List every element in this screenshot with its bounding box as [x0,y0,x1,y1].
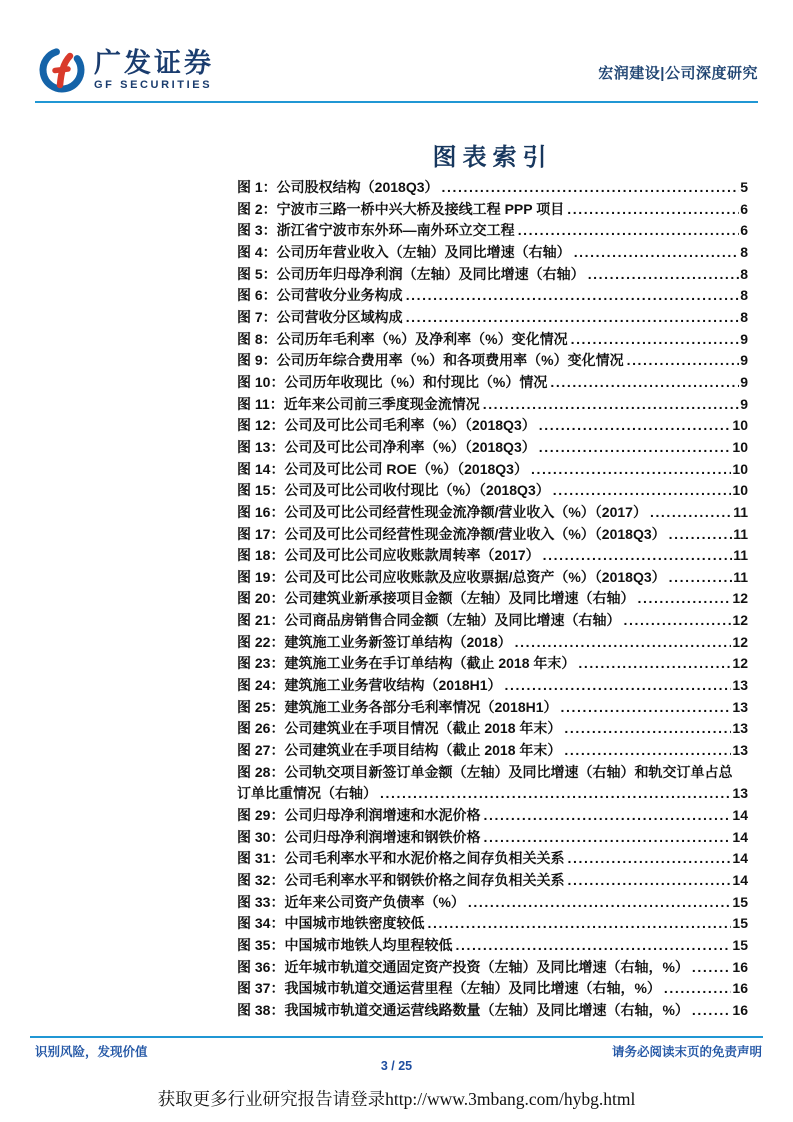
toc-page-number: 14 [732,807,748,824]
toc-entry-label: 图 31：公司毛利率水平和水泥价格之间存负相关关系 [237,850,565,867]
toc-dot-leader [518,220,740,242]
toc-dot-leader [567,870,731,892]
toc-entry-label: 图 12：公司及可比公司毛利率（%）（2018Q3） [237,417,536,434]
toc-entry-label: 图 16：公司及可比公司经营性现金流净额/营业收入（%）（2017） [237,503,647,520]
toc-page-number: 8 [740,243,748,260]
toc-page-number: 13 [732,720,748,737]
toc-dot-leader [531,459,731,481]
toc-entry-label: 图 7：公司营收分区域构成 [237,308,403,325]
toc-page-number: 13 [732,742,748,759]
toc-dot-leader [553,480,732,502]
toc-page-number: 9 [740,373,748,390]
toc-page-number: 13 [732,698,748,715]
brand-text [94,49,214,92]
promo-url[interactable]: 获取更多行业研究报告请登录http://www.3mbang.com/hybg.html [157,1089,636,1109]
toc-entry[interactable] [237,740,748,762]
toc-entry[interactable] [237,697,748,719]
toc-dot-leader [564,718,731,740]
footer-slogan: 识别风险，发现价值 [35,1045,148,1059]
toc-entry[interactable] [237,567,748,589]
toc-page-number: 15 [732,936,748,953]
toc-entry[interactable] [237,199,748,221]
toc-page-number: 10 [732,482,748,499]
toc-entry-label: 图 38：我国城市轨道交通运营线路数量（左轴）及同比增速（右轴，%） [237,1001,689,1018]
toc-page-number: 6 [740,200,748,217]
toc-entry[interactable] [237,307,748,329]
toc-entry[interactable] [237,848,748,870]
toc-entry[interactable] [237,913,748,935]
toc-page-number: 11 [733,568,748,585]
toc-entry-label: 图 10：公司历年收现比（%）和付现比（%）情况 [237,373,548,390]
footer-disclaimer: 请务必阅读末页的免责声明 [611,1045,762,1059]
toc-entry[interactable] [237,718,748,740]
toc-entry[interactable] [237,632,748,654]
toc-entry-label: 图 24：建筑施工业务营收结构（2018H1） [237,677,502,694]
toc-page-number: 15 [732,893,748,910]
toc-dot-leader [564,740,731,762]
toc-entry-label: 图 8：公司历年毛利率（%）及净利率（%）变化情况 [237,330,568,347]
toc-entry[interactable] [237,827,748,849]
page-title: 图表索引 [432,145,553,171]
toc-dot-leader [571,329,740,351]
toc-dot-leader [406,285,740,307]
toc-entry-label: 图 36：近年城市轨道交通固定资产投资（左轴）及同比增速（右轴，%） [237,958,689,975]
toc-dot-leader [406,307,740,329]
toc-entry-label: 图 17：公司及可比公司经营性现金流净额/营业收入（%）（2018Q3） [237,525,666,542]
header-divider [35,101,758,103]
toc-page-number: 11 [733,547,748,564]
toc-dot-leader [505,675,732,697]
toc-page-number: 5 [740,179,748,195]
toc-page-number: 13 [732,785,748,802]
toc-dot-leader [483,394,740,416]
toc-dot-leader [664,978,732,1000]
toc-entry-label: 图 37：我国城市轨道交通运营里程（左轴）及同比增速（右轴，%） [237,980,661,997]
toc-entry-label: 图 23：建筑施工业务在手订单结构（截止 2018 年末） [237,655,576,672]
toc-entry[interactable] [237,415,748,437]
toc-dot-leader [588,264,740,286]
toc-page-number: 12 [732,612,748,629]
toc-entry[interactable] [237,610,748,632]
toc-entry-label: 图 13：公司及可比公司净利率（%）（2018Q3） [237,438,536,455]
toc-dot-leader [574,242,740,264]
toc-page-number: 14 [732,828,748,845]
toc-dot-leader [455,935,731,957]
toc-dot-leader [539,437,732,459]
toc-entry-label: 图 9：公司历年综合费用率（%）和各项费用率（%）变化情况 [237,352,624,369]
report-type-label: 宏润建设|公司深度研究 [598,65,758,82]
toc-dot-leader [650,502,732,524]
toc-entry[interactable] [237,350,748,372]
toc-dot-leader [380,783,731,805]
toc-entry-label: 图 3：浙江省宁波市东外环—南外环立交工程 [237,222,515,239]
toc-entry[interactable] [237,242,748,264]
toc-entry[interactable] [237,437,748,459]
toc-entry-label: 图 30：公司归母净利润增速和钢铁价格 [237,828,481,845]
brand-logo [38,46,214,94]
toc-page-number: 16 [732,980,748,997]
toc-entry-label: 图 32：公司毛利率水平和钢铁价格之间存负相关关系 [237,872,565,888]
toc-entry-label: 图 28：公司轨交项目新签订单金额（左轴）及同比增速（右轴）和轨交订单占总 [237,763,733,780]
toc-page-number: 10 [732,460,748,477]
toc-entry[interactable] [237,459,748,481]
toc-page-number: 13 [732,677,748,694]
toc-page-number: 11 [733,503,748,520]
toc-entry-label: 图 18：公司及可比公司应收账款周转率（2017） [237,547,540,564]
toc-entry-label: 图 19：公司及可比公司应收账款及应收票据/总资产（%）（2018Q3） [237,568,666,585]
toc-entry[interactable] [237,675,748,697]
toc-entry-label: 图 25：建筑施工业务各部分毛利率情况（2018H1） [237,698,558,715]
toc-dot-leader [623,610,731,632]
toc-entry-label: 图 11：近年来公司前三季度现金流情况 [237,395,480,412]
toc-entry[interactable] [237,653,748,675]
toc-page-number: 9 [740,395,748,412]
toc-page-number: 16 [732,958,748,975]
toc-dot-leader [669,567,733,589]
toc-page-number: 8 [740,265,748,282]
toc-entry[interactable] [237,783,748,805]
toc-dot-leader [627,350,740,372]
toc-entry[interactable] [237,285,748,307]
toc-entry[interactable] [237,394,748,416]
toc-entry-label: 图 21：公司商品房销售合同金额（左轴）及同比增速（右轴） [237,612,621,629]
toc-dot-leader [427,913,731,935]
toc-entry-label: 图 20：公司建筑业新承接项目金额（左轴）及同比增速（右轴） [237,590,635,607]
toc-entry-label: 图 29：公司归母净利润增速和水泥价格 [237,807,481,824]
toc-entry-label: 图 5：公司历年归母净利润（左轴）及同比增速（右轴） [237,265,585,282]
toc-entry[interactable] [237,264,748,286]
toc-entry-label: 图 14：公司及可比公司 ROE（%）（2018Q3） [237,460,528,477]
toc-page-number: 12 [732,590,748,607]
toc-entry-label: 图 6：公司营收分业务构成 [237,287,403,304]
toc-list [237,177,748,1022]
toc-page-number: 14 [732,872,748,888]
toc-dot-leader [483,805,731,827]
toc-entry[interactable] [237,177,748,199]
toc-page-number: 6 [740,222,748,239]
toc-page-number: 8 [740,308,748,325]
toc-dot-leader [442,177,740,199]
toc-page-number: 15 [732,915,748,932]
toc-entry[interactable] [237,545,748,567]
toc-page-number: 8 [740,287,748,304]
toc-entry-label: 图 4：公司历年营业收入（左轴）及同比增速（右轴） [237,243,571,260]
toc-entry[interactable] [237,220,748,242]
toc-dot-leader [539,415,732,437]
toc-page-number: 12 [732,633,748,650]
toc-entry[interactable] [237,1000,748,1022]
toc-entry[interactable] [237,480,748,502]
gf-securities-logo-icon [38,46,86,94]
footer-divider [30,1036,763,1038]
toc-entry[interactable] [237,805,748,827]
toc-dot-leader [669,524,733,546]
toc-dot-leader [550,372,739,394]
toc-entry-label: 订单比重情况（右轴） [237,785,377,802]
toc-entry-label: 图 26：公司建筑业在手项目情况（截止 2018 年末） [237,720,562,737]
toc-entry[interactable] [237,957,748,979]
toc-dot-leader [515,632,732,654]
toc-dot-leader [692,957,732,979]
toc-entry-label: 图 1：公司股权结构（2018Q3） [237,179,439,195]
toc-page-number: 10 [732,438,748,455]
toc-entry-label: 图 15：公司及可比公司收付现比（%）（2018Q3） [237,482,550,499]
toc-dot-leader [543,545,733,567]
toc-page-number: 12 [732,655,748,672]
toc-entry[interactable] [237,935,748,957]
toc-page-number: 14 [732,850,748,867]
toc-entry-label: 图 33：近年来公司资产负债率（%） [237,893,465,910]
toc-entry[interactable] [237,524,748,546]
toc-dot-leader [578,653,731,675]
toc-page-number: 9 [740,330,748,347]
toc-dot-leader [637,588,731,610]
toc-entry[interactable] [237,502,748,524]
toc-entry[interactable] [237,329,748,351]
toc-dot-leader [561,697,732,719]
brand-name-en: GF SECURITIES [94,78,213,91]
toc-entry-label: 图 2：宁波市三路一桥中兴大桥及接线工程 PPP 项目 [237,200,565,217]
toc-dot-leader [692,1000,732,1022]
toc-page-number: 16 [732,1001,748,1018]
toc-entry-label: 图 22：建筑施工业务新签订单结构（2018） [237,633,512,650]
toc-entry[interactable] [237,588,748,610]
toc-page-number: 9 [740,352,748,369]
toc-entry-label: 图 27：公司建筑业在手项目结构（截止 2018 年末） [237,742,562,759]
toc-entry-label: 图 34：中国城市地铁密度较低 [237,915,425,932]
toc-entry[interactable] [237,870,748,892]
toc-page-number: 11 [733,525,748,542]
toc-entry-label: 图 35：中国城市地铁人均里程较低 [237,936,453,953]
toc-dot-leader [483,827,731,849]
page-indicator: 3 / 25 [380,1059,413,1073]
toc-dot-leader [567,199,739,221]
toc-entry[interactable] [237,372,748,394]
brand-name-cn: 广发证券 [94,47,214,78]
toc-page-number: 10 [732,417,748,434]
toc-entry[interactable] [237,978,748,1000]
toc-entry[interactable] [237,892,748,914]
toc-dot-leader [468,892,732,914]
toc-entry[interactable] [237,762,748,784]
toc-dot-leader [567,848,731,870]
